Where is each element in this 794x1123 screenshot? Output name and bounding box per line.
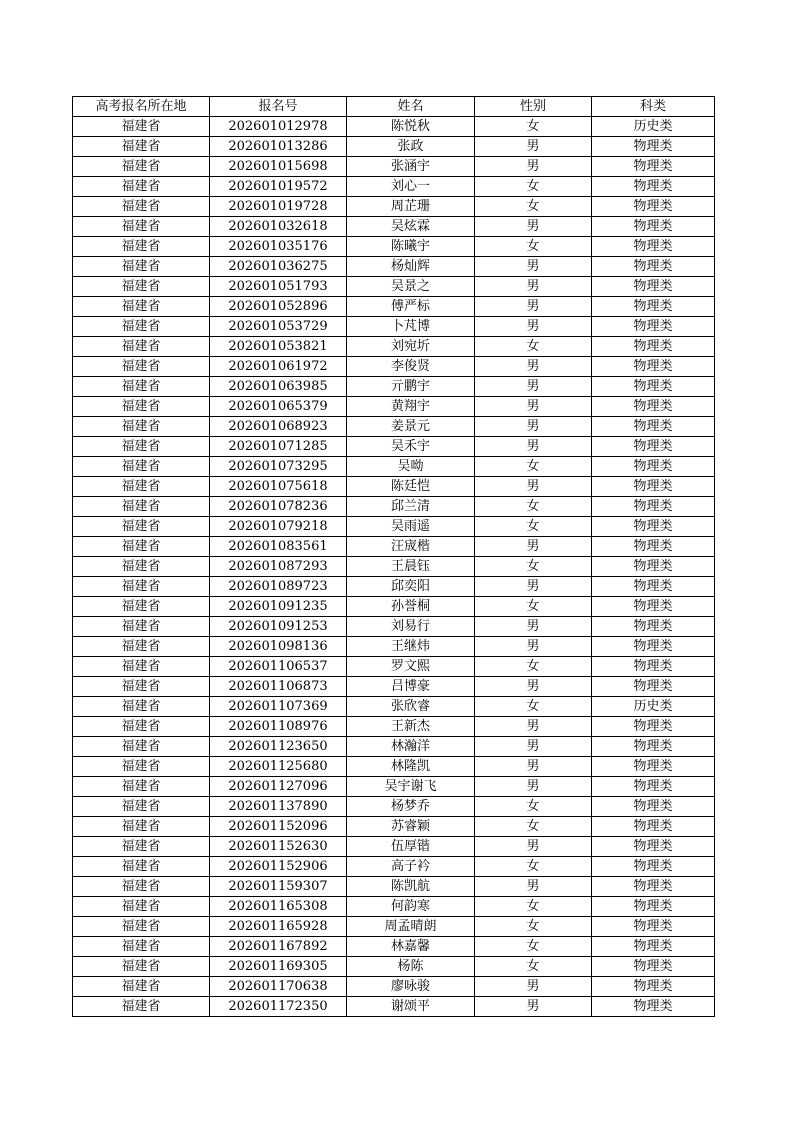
- cell-region: 福建省: [73, 917, 210, 937]
- cell-region: 福建省: [73, 977, 210, 997]
- cell-name: 吕博豪: [347, 677, 475, 697]
- cell-name: 汪宬楷: [347, 537, 475, 557]
- cell-region: 福建省: [73, 217, 210, 237]
- table-row: [73, 517, 715, 537]
- table-row: [73, 277, 715, 297]
- cell-region: 福建省: [73, 157, 210, 177]
- cell-gender: 男: [475, 317, 592, 337]
- table-row: [73, 737, 715, 757]
- cell-registration-number: 202601019728: [210, 197, 347, 217]
- cell-subject-track: 物理类: [592, 977, 715, 997]
- cell-name: 王晨钰: [347, 557, 475, 577]
- cell-gender: 男: [475, 137, 592, 157]
- cell-name: 姜景元: [347, 417, 475, 437]
- cell-gender: 女: [475, 697, 592, 717]
- cell-registration-number: 202601152630: [210, 837, 347, 857]
- cell-subject-track: 物理类: [592, 577, 715, 597]
- cell-gender: 女: [475, 957, 592, 977]
- table-body: [73, 117, 715, 1017]
- cell-registration-number: 202601015698: [210, 157, 347, 177]
- cell-gender: 男: [475, 157, 592, 177]
- cell-subject-track: 物理类: [592, 197, 715, 217]
- cell-region: 福建省: [73, 257, 210, 277]
- cell-gender: 男: [475, 617, 592, 637]
- cell-region: 福建省: [73, 837, 210, 857]
- table-row: [73, 257, 715, 277]
- cell-registration-number: 202601098136: [210, 637, 347, 657]
- cell-region: 福建省: [73, 177, 210, 197]
- cell-region: 福建省: [73, 637, 210, 657]
- cell-subject-track: 物理类: [592, 417, 715, 437]
- cell-registration-number: 202601052896: [210, 297, 347, 317]
- cell-name: 陈凯航: [347, 877, 475, 897]
- cell-subject-track: 物理类: [592, 657, 715, 677]
- admission-list-table: [72, 96, 715, 1017]
- cell-name: 王新杰: [347, 717, 475, 737]
- cell-registration-number: 202601167892: [210, 937, 347, 957]
- cell-region: 福建省: [73, 757, 210, 777]
- cell-subject-track: 物理类: [592, 877, 715, 897]
- cell-registration-number: 202601053821: [210, 337, 347, 357]
- cell-gender: 女: [475, 337, 592, 357]
- cell-name: 杨陈: [347, 957, 475, 977]
- cell-subject-track: 物理类: [592, 917, 715, 937]
- cell-subject-track: 物理类: [592, 217, 715, 237]
- cell-name: 周芷珊: [347, 197, 475, 217]
- cell-name: 林嘉馨: [347, 937, 475, 957]
- cell-gender: 男: [475, 577, 592, 597]
- cell-registration-number: 202601172350: [210, 997, 347, 1017]
- header-row: [73, 97, 715, 117]
- cell-name: 林隆凯: [347, 757, 475, 777]
- table-row: [73, 657, 715, 677]
- cell-gender: 男: [475, 277, 592, 297]
- cell-name: 刘宛圻: [347, 337, 475, 357]
- cell-region: 福建省: [73, 557, 210, 577]
- table-row: [73, 837, 715, 857]
- cell-name: 廖咏骏: [347, 977, 475, 997]
- cell-subject-track: 物理类: [592, 637, 715, 657]
- table-row: [73, 777, 715, 797]
- cell-registration-number: 202601071285: [210, 437, 347, 457]
- cell-name: 黄翔宇: [347, 397, 475, 417]
- cell-subject-track: 物理类: [592, 297, 715, 317]
- cell-gender: 女: [475, 197, 592, 217]
- table-row: [73, 477, 715, 497]
- cell-registration-number: 202601061972: [210, 357, 347, 377]
- table-row: [73, 557, 715, 577]
- cell-subject-track: 物理类: [592, 997, 715, 1017]
- cell-region: 福建省: [73, 677, 210, 697]
- cell-gender: 女: [475, 597, 592, 617]
- cell-name: 张欣睿: [347, 697, 475, 717]
- cell-region: 福建省: [73, 697, 210, 717]
- cell-subject-track: 物理类: [592, 477, 715, 497]
- cell-name: 傅严标: [347, 297, 475, 317]
- cell-subject-track: 物理类: [592, 857, 715, 877]
- cell-region: 福建省: [73, 377, 210, 397]
- cell-name: 高子衿: [347, 857, 475, 877]
- cell-registration-number: 202601152906: [210, 857, 347, 877]
- cell-name: 谢颂平: [347, 997, 475, 1017]
- cell-subject-track: 物理类: [592, 537, 715, 557]
- table-row: [73, 457, 715, 477]
- cell-registration-number: 202601123650: [210, 737, 347, 757]
- cell-registration-number: 202601127096: [210, 777, 347, 797]
- cell-registration-number: 202601068923: [210, 417, 347, 437]
- cell-gender: 女: [475, 937, 592, 957]
- cell-subject-track: 物理类: [592, 777, 715, 797]
- cell-region: 福建省: [73, 297, 210, 317]
- table-row: [73, 717, 715, 737]
- table-header: [73, 97, 715, 117]
- cell-gender: 女: [475, 657, 592, 677]
- table-row: [73, 997, 715, 1017]
- cell-gender: 女: [475, 497, 592, 517]
- cell-region: 福建省: [73, 797, 210, 817]
- cell-subject-track: 物理类: [592, 437, 715, 457]
- cell-gender: 女: [475, 917, 592, 937]
- cell-subject-track: 物理类: [592, 337, 715, 357]
- cell-region: 福建省: [73, 437, 210, 457]
- cell-region: 福建省: [73, 857, 210, 877]
- cell-name: 卜芃博: [347, 317, 475, 337]
- cell-gender: 男: [475, 997, 592, 1017]
- cell-subject-track: 物理类: [592, 817, 715, 837]
- cell-subject-track: 物理类: [592, 237, 715, 257]
- cell-subject-track: 物理类: [592, 397, 715, 417]
- cell-name: 刘易行: [347, 617, 475, 637]
- cell-subject-track: 物理类: [592, 597, 715, 617]
- table-row: [73, 977, 715, 997]
- cell-registration-number: 202601079218: [210, 517, 347, 537]
- cell-gender: 男: [475, 477, 592, 497]
- cell-subject-track: 物理类: [592, 357, 715, 377]
- cell-region: 福建省: [73, 397, 210, 417]
- cell-gender: 女: [475, 857, 592, 877]
- table-row: [73, 877, 715, 897]
- table-row: [73, 357, 715, 377]
- cell-subject-track: 物理类: [592, 957, 715, 977]
- cell-region: 福建省: [73, 457, 210, 477]
- table-row: [73, 857, 715, 877]
- cell-subject-track: 物理类: [592, 617, 715, 637]
- table-row: [73, 697, 715, 717]
- table-row: [73, 197, 715, 217]
- cell-subject-track: 物理类: [592, 557, 715, 577]
- cell-region: 福建省: [73, 577, 210, 597]
- cell-subject-track: 物理类: [592, 717, 715, 737]
- cell-registration-number: 202601065379: [210, 397, 347, 417]
- cell-region: 福建省: [73, 277, 210, 297]
- cell-gender: 男: [475, 717, 592, 737]
- cell-name: 苏睿颖: [347, 817, 475, 837]
- cell-subject-track: 物理类: [592, 457, 715, 477]
- cell-name: 罗文熙: [347, 657, 475, 677]
- cell-subject-track: 物理类: [592, 837, 715, 857]
- header-region: 高考报名所在地: [73, 97, 210, 117]
- cell-subject-track: 物理类: [592, 897, 715, 917]
- cell-gender: 女: [475, 817, 592, 837]
- table-row: [73, 397, 715, 417]
- cell-gender: 女: [475, 517, 592, 537]
- cell-name: 陈曦宇: [347, 237, 475, 257]
- cell-registration-number: 202601107369: [210, 697, 347, 717]
- cell-region: 福建省: [73, 137, 210, 157]
- cell-gender: 男: [475, 877, 592, 897]
- cell-registration-number: 202601019572: [210, 177, 347, 197]
- header-registration-number: 报名号: [210, 97, 347, 117]
- cell-registration-number: 202601170638: [210, 977, 347, 997]
- cell-name: 何韵寒: [347, 897, 475, 917]
- cell-name: 邱奕阳: [347, 577, 475, 597]
- cell-registration-number: 202601087293: [210, 557, 347, 577]
- cell-name: 张涵宇: [347, 157, 475, 177]
- table-row: [73, 137, 715, 157]
- cell-subject-track: 物理类: [592, 797, 715, 817]
- cell-gender: 女: [475, 237, 592, 257]
- cell-region: 福建省: [73, 477, 210, 497]
- cell-registration-number: 202601169305: [210, 957, 347, 977]
- cell-name: 孙誉桐: [347, 597, 475, 617]
- cell-subject-track: 历史类: [592, 697, 715, 717]
- cell-registration-number: 202601075618: [210, 477, 347, 497]
- cell-registration-number: 202601089723: [210, 577, 347, 597]
- table-row: [73, 117, 715, 137]
- cell-region: 福建省: [73, 777, 210, 797]
- cell-gender: 男: [475, 437, 592, 457]
- cell-region: 福建省: [73, 617, 210, 637]
- cell-registration-number: 202601078236: [210, 497, 347, 517]
- cell-region: 福建省: [73, 417, 210, 437]
- cell-region: 福建省: [73, 497, 210, 517]
- cell-gender: 男: [475, 637, 592, 657]
- table-row: [73, 157, 715, 177]
- cell-name: 杨灿辉: [347, 257, 475, 277]
- cell-region: 福建省: [73, 237, 210, 257]
- cell-registration-number: 202601108976: [210, 717, 347, 737]
- cell-gender: 女: [475, 117, 592, 137]
- cell-region: 福建省: [73, 597, 210, 617]
- cell-region: 福建省: [73, 357, 210, 377]
- cell-name: 亓鹏宇: [347, 377, 475, 397]
- cell-gender: 男: [475, 977, 592, 997]
- cell-region: 福建省: [73, 937, 210, 957]
- table-row: [73, 177, 715, 197]
- cell-region: 福建省: [73, 537, 210, 557]
- cell-name: 吴炫霖: [347, 217, 475, 237]
- cell-gender: 男: [475, 737, 592, 757]
- table-row: [73, 617, 715, 637]
- cell-registration-number: 202601165308: [210, 897, 347, 917]
- cell-gender: 男: [475, 257, 592, 277]
- cell-name: 陈悦秋: [347, 117, 475, 137]
- table-row: [73, 437, 715, 457]
- cell-registration-number: 202601035176: [210, 237, 347, 257]
- header-subject-track: 科类: [592, 97, 715, 117]
- cell-subject-track: 物理类: [592, 377, 715, 397]
- cell-name: 吴雨遥: [347, 517, 475, 537]
- cell-name: 伍厚锴: [347, 837, 475, 857]
- cell-name: 周孟晴朗: [347, 917, 475, 937]
- cell-registration-number: 202601063985: [210, 377, 347, 397]
- cell-registration-number: 202601083561: [210, 537, 347, 557]
- cell-gender: 女: [475, 177, 592, 197]
- table-row: [73, 577, 715, 597]
- cell-gender: 男: [475, 777, 592, 797]
- cell-gender: 女: [475, 897, 592, 917]
- cell-region: 福建省: [73, 897, 210, 917]
- cell-gender: 男: [475, 417, 592, 437]
- cell-region: 福建省: [73, 997, 210, 1017]
- table-row: [73, 937, 715, 957]
- cell-gender: 男: [475, 397, 592, 417]
- cell-gender: 男: [475, 837, 592, 857]
- cell-gender: 男: [475, 677, 592, 697]
- cell-subject-track: 物理类: [592, 677, 715, 697]
- cell-name: 吴宇谢飞: [347, 777, 475, 797]
- cell-region: 福建省: [73, 337, 210, 357]
- cell-name: 吴景之: [347, 277, 475, 297]
- cell-name: 吴呦: [347, 457, 475, 477]
- table-row: [73, 237, 715, 257]
- cell-subject-track: 物理类: [592, 937, 715, 957]
- cell-registration-number: 202601159307: [210, 877, 347, 897]
- cell-name: 陈廷恺: [347, 477, 475, 497]
- table-row: [73, 217, 715, 237]
- cell-region: 福建省: [73, 817, 210, 837]
- cell-subject-track: 物理类: [592, 737, 715, 757]
- cell-subject-track: 历史类: [592, 117, 715, 137]
- cell-registration-number: 202601032618: [210, 217, 347, 237]
- cell-registration-number: 202601137890: [210, 797, 347, 817]
- table-row: [73, 637, 715, 657]
- cell-registration-number: 202601073295: [210, 457, 347, 477]
- cell-region: 福建省: [73, 737, 210, 757]
- header-name: 姓名: [347, 97, 475, 117]
- cell-registration-number: 202601106873: [210, 677, 347, 697]
- cell-registration-number: 202601152096: [210, 817, 347, 837]
- table-row: [73, 757, 715, 777]
- cell-subject-track: 物理类: [592, 177, 715, 197]
- cell-region: 福建省: [73, 657, 210, 677]
- cell-region: 福建省: [73, 517, 210, 537]
- table-row: [73, 917, 715, 937]
- cell-region: 福建省: [73, 717, 210, 737]
- cell-gender: 女: [475, 457, 592, 477]
- cell-gender: 男: [475, 537, 592, 557]
- cell-subject-track: 物理类: [592, 137, 715, 157]
- cell-gender: 男: [475, 757, 592, 777]
- cell-name: 吴禾宇: [347, 437, 475, 457]
- cell-gender: 男: [475, 297, 592, 317]
- table-row: [73, 417, 715, 437]
- table-row: [73, 317, 715, 337]
- cell-subject-track: 物理类: [592, 157, 715, 177]
- cell-registration-number: 202601013286: [210, 137, 347, 157]
- table-row: [73, 537, 715, 557]
- cell-name: 王继炜: [347, 637, 475, 657]
- table-row: [73, 297, 715, 317]
- cell-gender: 女: [475, 557, 592, 577]
- cell-subject-track: 物理类: [592, 757, 715, 777]
- table-row: [73, 957, 715, 977]
- cell-registration-number: 202601125680: [210, 757, 347, 777]
- cell-registration-number: 202601165928: [210, 917, 347, 937]
- cell-name: 张政: [347, 137, 475, 157]
- table-row: [73, 377, 715, 397]
- cell-name: 刘心一: [347, 177, 475, 197]
- cell-region: 福建省: [73, 957, 210, 977]
- table-row: [73, 897, 715, 917]
- cell-name: 杨梦乔: [347, 797, 475, 817]
- cell-region: 福建省: [73, 197, 210, 217]
- table-row: [73, 677, 715, 697]
- cell-subject-track: 物理类: [592, 497, 715, 517]
- cell-name: 李俊贤: [347, 357, 475, 377]
- cell-gender: 男: [475, 357, 592, 377]
- cell-registration-number: 202601051793: [210, 277, 347, 297]
- table-row: [73, 337, 715, 357]
- cell-registration-number: 202601091235: [210, 597, 347, 617]
- cell-name: 林瀚洋: [347, 737, 475, 757]
- cell-registration-number: 202601036275: [210, 257, 347, 277]
- cell-region: 福建省: [73, 317, 210, 337]
- table-row: [73, 597, 715, 617]
- cell-name: 邱兰清: [347, 497, 475, 517]
- cell-region: 福建省: [73, 117, 210, 137]
- table-row: [73, 497, 715, 517]
- cell-registration-number: 202601053729: [210, 317, 347, 337]
- cell-subject-track: 物理类: [592, 257, 715, 277]
- cell-gender: 女: [475, 797, 592, 817]
- cell-gender: 男: [475, 377, 592, 397]
- cell-gender: 男: [475, 217, 592, 237]
- cell-subject-track: 物理类: [592, 277, 715, 297]
- header-gender: 性别: [475, 97, 592, 117]
- cell-registration-number: 202601106537: [210, 657, 347, 677]
- cell-subject-track: 物理类: [592, 317, 715, 337]
- table-row: [73, 817, 715, 837]
- cell-subject-track: 物理类: [592, 517, 715, 537]
- cell-region: 福建省: [73, 877, 210, 897]
- table-row: [73, 797, 715, 817]
- cell-registration-number: 202601012978: [210, 117, 347, 137]
- cell-registration-number: 202601091253: [210, 617, 347, 637]
